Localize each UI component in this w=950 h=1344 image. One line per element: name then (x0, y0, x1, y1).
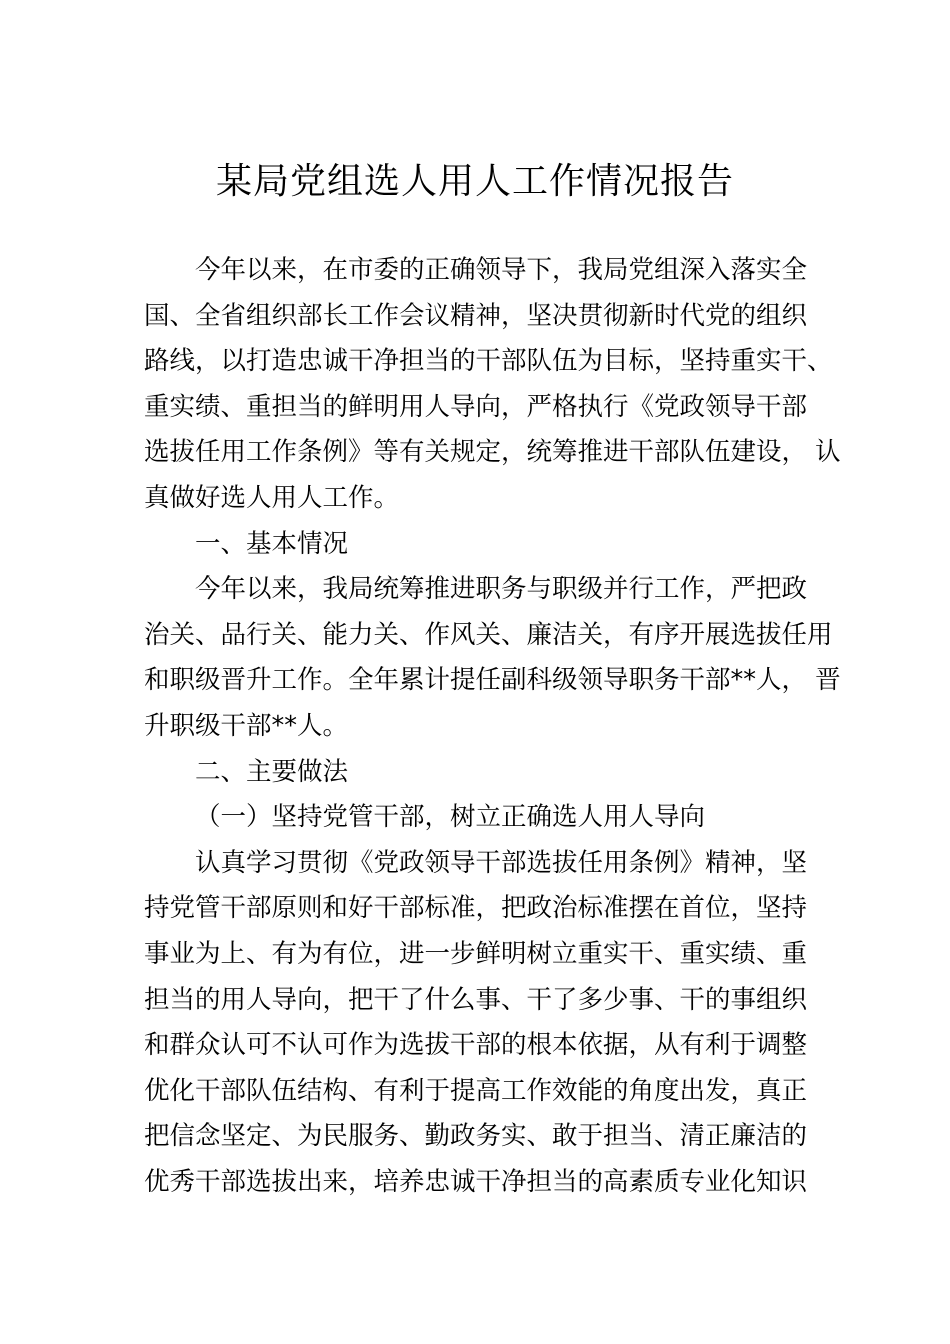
text-line: 事业为上、有为有位，进一步鲜明树立重实干、重实绩、重 (144, 938, 808, 969)
text-line: 把信念坚定、为民服务、勤政务实、敢于担当、清正廉洁的 (144, 1121, 808, 1152)
text-line: 和职级晋升工作。全年累计提任副科级领导职务干部**人， 晋 (144, 665, 841, 696)
document-body (144, 248, 841, 1205)
section-heading: 二、主要做法 (195, 756, 349, 787)
section-heading: 一、基本情况 (195, 528, 349, 559)
text-line: 持党管干部原则和好干部标准，把政治标准摆在首位，坚持 (144, 893, 808, 924)
text-line: 国、全省组织部长工作会议精神，坚决贯彻新时代党的组织 (144, 300, 808, 331)
text-line: 今年以来，我局统筹推进职务与职级并行工作，严把政 (195, 574, 808, 605)
text-line: 选拔任用工作条例》等有关规定，统筹推进干部队伍建设， 认 (144, 437, 841, 468)
text-line: 重实绩、重担当的鲜明用人导向，严格执行《党政领导干部 (144, 391, 808, 422)
text-line: 优秀干部选拔出来，培养忠诚干净担当的高素质专业化知识 (144, 1166, 808, 1197)
text-line: 治关、品行关、能力关、作风关、廉洁关，有序开展选拔任用 (144, 619, 833, 650)
text-line: 真做好选人用人工作。 (144, 482, 400, 513)
text-line: 担当的用人导向，把干了什么事、干了多少事、干的事组织 (144, 984, 808, 1015)
text-line: 路线，以打造忠诚干净担当的干部队伍为目标，坚持重实干、 (144, 346, 833, 377)
subsection-heading: （一）坚持党管干部，树立正确选人用人导向 (195, 802, 706, 833)
text-line: 升职级干部**人。 (144, 710, 349, 741)
text-line: 和群众认可不认可作为选拔干部的根本依据，从有利于调整 (144, 1030, 808, 1061)
document-title: 某局党组选人用人工作情况报告 (215, 161, 734, 202)
text-line: 认真学习贯彻《党政领导干部选拔任用条例》精神，坚 (195, 847, 808, 878)
text-line: 今年以来，在市委的正确领导下，我局党组深入落实全 (195, 255, 808, 285)
text-line: 优化干部队伍结构、有利于提高工作效能的角度出发，真正 (144, 1075, 808, 1106)
